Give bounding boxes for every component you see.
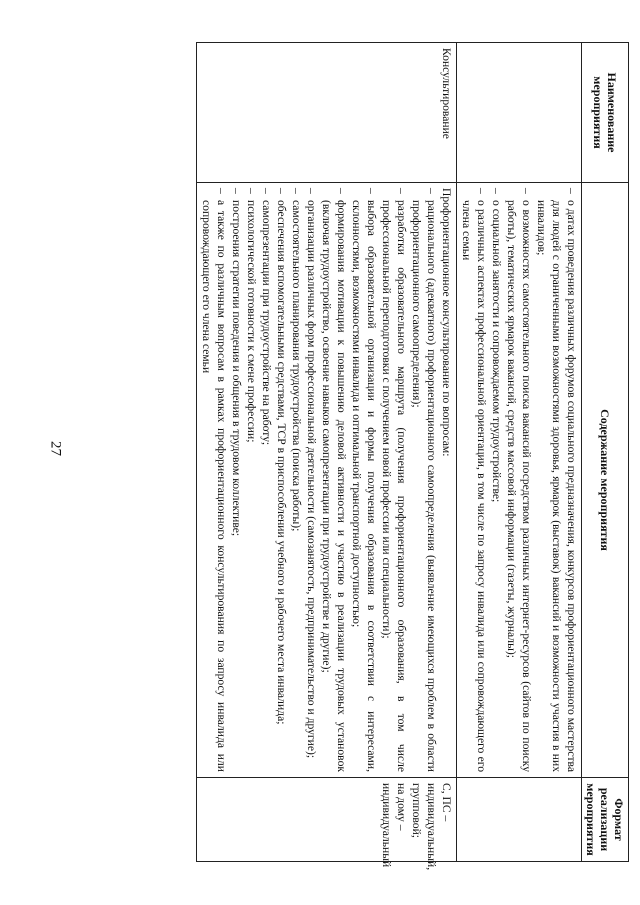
list-item: – формирования мотивации к повышению деловой активности и участию в реализации трудовых установок (включая трудоустройство, освоение навыков самопрезентации при трудоустройстве и другие); <box>319 188 349 772</box>
list-item: – о возможностях самостоятельного поиска вакансий посредством различных интернет-ресурсов (сайтов по поиску работы), тематических ярмарок вакансий, средств массовой информации (газеты, журналы); <box>504 188 534 772</box>
table-row <box>457 43 582 862</box>
row2-format: С, ПС – индивидуальный, групповой; на дому – индивидуальный <box>197 778 457 862</box>
list-item: – самостоятельного планирования трудоустройства (поиска работы); <box>289 188 304 772</box>
list-item: – обеспечения вспомогательными средствами, ТСР в приспособлении учебного и рабочего места инвалида; <box>274 188 289 772</box>
list-item: – построения стратегии поведения и общения в трудовом коллективе; <box>229 188 244 772</box>
row1-content <box>457 183 582 778</box>
list-item: – о социальной занятости и сопровождаемом трудоустройстве; <box>489 188 504 772</box>
header-name: Наименование мероприятия <box>582 43 629 183</box>
header-content: Содержание мероприятия <box>582 183 629 778</box>
list-item: – разработки образовательного маршрута (получения профориентационного образования, в том числе профессиональной переподготовки с получением новой профессии или специальности); <box>379 188 409 772</box>
header-format: Формат реализации мероприятия <box>582 778 629 862</box>
row2-name: Консультирование <box>197 43 457 183</box>
list-item: – выбора образовательной организации и формы получения образования в соответствии с интересами, склонностями, возможностями инвалида и оптимальной транспортной доступностью; <box>349 188 379 772</box>
row1-format <box>457 778 582 862</box>
table-row <box>197 43 457 862</box>
list-item: – о различных аспектах профессиональной ориентации, в том числе по запросу инвалида или сопровождающего его члена семьи <box>459 188 489 772</box>
list-item: – рационального (адекватного) профориентационного самоопределения (выявление имеющихся проблем в области профориентационного самоопределения); <box>409 188 439 772</box>
list-item: – самопрезентации при трудоустройстве на работу; <box>259 188 274 772</box>
rotated-table-area <box>76 42 629 871</box>
events-table <box>196 42 629 871</box>
row1-name <box>457 43 582 183</box>
table-header-row <box>582 43 629 862</box>
row2-content <box>197 183 457 778</box>
page-number: 27 <box>47 441 64 456</box>
list-item: – а также по различным вопросам в рамках профориентационного консультирования по запросу инвалида или сопровождающего его члена семьи <box>199 188 229 772</box>
row2-intro: Профориентационное консультирование по вопросам: <box>440 188 453 457</box>
list-item: – психологической готовности к смене профессии; <box>244 188 259 772</box>
list-item: – организации различных форм профессиональной деятельности (самозанятость, предпринимательство и другие); <box>304 188 319 772</box>
list-item: – о датах проведения различных форумов социального предназначения, конкурсов профориентационного мастерства для людей с ограниченными возможностями здоровья, ярмарок (выставок) вакансий и возможности участия в них инвалидов; <box>534 188 579 772</box>
